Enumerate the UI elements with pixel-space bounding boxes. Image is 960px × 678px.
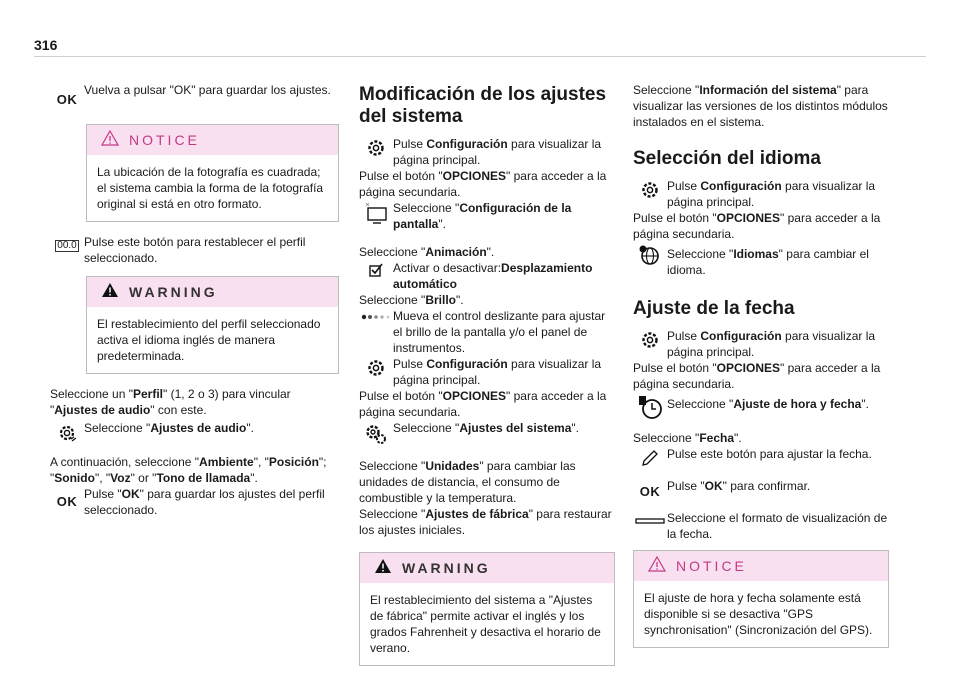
warning-title: WARNING <box>402 560 491 576</box>
notice-title: NOTICE <box>676 558 747 574</box>
column-2 <box>359 84 615 678</box>
settings-gear-icon <box>359 358 393 378</box>
format-text: Seleccione el formato de visualización de la fecha. <box>667 511 888 541</box>
ok-confirm-text: Pulse "OK" para confirmar. <box>667 479 811 493</box>
notice-title: NOTICE <box>129 132 200 148</box>
reset-text: Pulse este botón para restablecer el perfil seleccionado. <box>84 235 306 265</box>
slider-icon <box>359 314 393 320</box>
top-divider <box>34 56 926 57</box>
time-text: Seleccione "Ajuste de hora y fecha". <box>667 397 869 411</box>
options-text: Pulse el botón "OPCIONES" para acceder a la página secundaria. <box>359 169 607 199</box>
reset-display-icon: 00.0 <box>57 240 77 251</box>
notice-body: La ubicación de la fotografía es cuadrada; el sistema cambia la forma de la fotografía original si está en otro formato. <box>97 165 324 211</box>
section-heading: Modificación de los ajustes del sistema <box>359 84 607 127</box>
brightness-text: Seleccione "Brillo". <box>359 293 464 307</box>
clock-icon <box>633 394 667 420</box>
format-bar-icon <box>633 518 667 524</box>
options2-text: Pulse el botón "OPCIONES" para acceder a la página secundaria. <box>359 389 607 419</box>
settings-gear-icon <box>633 180 667 200</box>
cfg2-text: Pulse Configuración para visualizar la página principal. <box>667 329 876 359</box>
pencil-icon <box>633 448 667 468</box>
slider-text: Mueva el control deslizante para ajustar el brillo de la pantalla y/o el panel de instrumentos. <box>393 309 606 355</box>
options-text: Pulse el botón "OPCIONES" para acceder a la página secundaria. <box>633 211 881 241</box>
screen-text: Seleccione "Configuración de la pantalla". <box>393 201 572 231</box>
checkbox-icon <box>359 262 393 278</box>
system-info-text: Seleccione "Información del sistema" para visualizar las versiones de los distintos módulos instalados en el sistema. <box>633 83 888 129</box>
cfg-text: Pulse Configuración para visualizar la página principal. <box>667 179 876 209</box>
cfg-text: Pulse Configuración para visualizar la página principal. <box>393 137 602 167</box>
warning-triangle-icon <box>374 558 392 578</box>
warning-body: El restablecimiento del perfil seleccionado activa el idioma inglés de manera predeterminada. <box>97 317 321 363</box>
ok-icon: OK <box>639 484 661 499</box>
fecha-text: Seleccione "Fecha". <box>633 431 742 445</box>
language-globe-icon <box>633 244 667 268</box>
notice-box <box>633 550 889 648</box>
warning-title: WARNING <box>129 284 218 300</box>
audio-settings-icon <box>50 422 84 444</box>
page-number: 316 <box>34 37 58 53</box>
ok-icon: OK <box>56 494 78 509</box>
animation-text: Seleccione "Animación". <box>359 245 495 259</box>
warning-triangle-icon <box>648 556 666 576</box>
ok-profile-text: Pulse "OK" para guardar los ajustes del perfil seleccionado. <box>84 487 325 517</box>
warning-box <box>86 276 339 374</box>
ok-icon: OK <box>56 92 78 107</box>
scroll-text: Activar o desactivar:Desplazamiento automático <box>393 261 593 291</box>
after-paragraph: A continuación, seleccione "Ambiente", "Posición"; "Sonido", "Voz" or "Tono de llamada". <box>50 455 327 485</box>
screen-settings-icon <box>359 202 393 224</box>
column-3 <box>633 82 889 660</box>
warning-triangle-icon <box>101 282 119 302</box>
audio-text: Seleccione "Ajustes de audio". <box>84 421 254 435</box>
warning-triangle-icon <box>101 130 119 150</box>
warning-body: El restablecimiento del sistema a "Ajustes de fábrica" permite activar el inglés y los grados Fahrenheit y desactiva el horario de verano. <box>370 593 601 655</box>
notice-box <box>86 124 339 222</box>
settings-gear-icon <box>633 330 667 350</box>
column-1 <box>50 82 339 528</box>
options2-text: Pulse el botón "OPCIONES" para acceder a la página secundaria. <box>633 361 881 391</box>
cfg2-text: Pulse Configuración para visualizar la página principal. <box>393 357 602 387</box>
edit-text: Pulse este botón para ajustar la fecha. <box>667 447 872 461</box>
system-text: Seleccione "Ajustes del sistema". <box>393 421 579 435</box>
settings-gear-icon <box>359 138 393 158</box>
system-settings-icon <box>359 422 393 446</box>
date-heading: Ajuste de la fecha <box>633 298 795 319</box>
factory-text: Seleccione "Ajustes de fábrica" para restaurar los ajustes iniciales. <box>359 507 612 537</box>
profile-paragraph: Seleccione un "Perfil" (1, 2 o 3) para vincular "Ajustes de audio" con este. <box>50 387 291 417</box>
language-text: Seleccione "Idiomas" para cambiar el idioma. <box>667 247 869 277</box>
notice-body: El ajuste de hora y fecha solamente está disponible si se desactiva "GPS synchronisation" (Sincronización del GPS). <box>644 591 873 637</box>
units-text: Seleccione "Unidades" para cambiar las unidades de distancia, el consumo de combustible y la temperatura. <box>359 459 576 505</box>
ok-save-text: Vuelva a pulsar "OK" para guardar los ajustes. <box>84 83 331 97</box>
language-heading: Selección del idioma <box>633 148 821 169</box>
